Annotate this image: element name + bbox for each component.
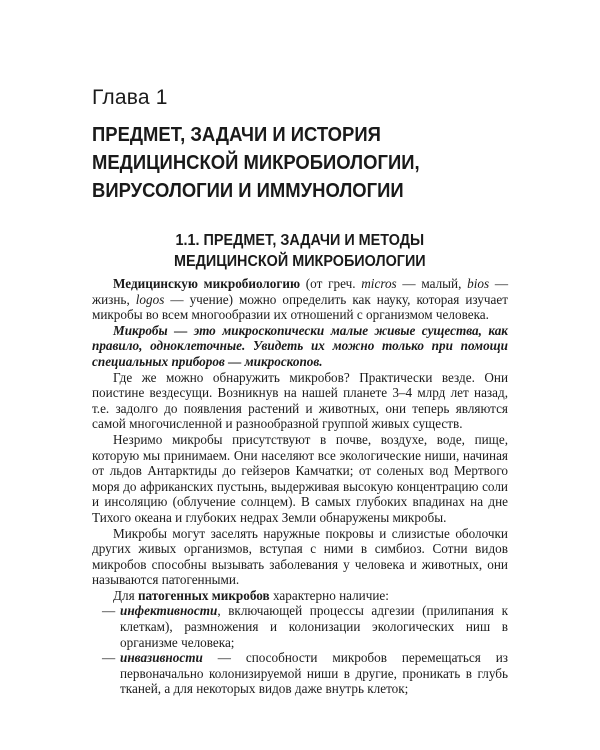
feature-list (92, 603, 508, 697)
greek-word: logos (135, 291, 165, 307)
body-text (92, 276, 508, 697)
list-item (92, 603, 508, 650)
list-item-term: инвазивности (120, 650, 203, 666)
list-dash: — (102, 603, 116, 619)
chapter-title-line: ВИРУСОЛОГИИ И ИММУНОЛОГИИ (92, 179, 404, 202)
chapter-label: Глава 1 (92, 86, 168, 109)
section-title (92, 230, 508, 272)
text-run: — жизнь, (92, 276, 509, 307)
paragraph-definition (92, 276, 508, 323)
text-run: — учение) можно определить как науку, которая изучает микробы во всем многообразии их отношений с организмом человека. (92, 291, 508, 323)
paragraph-habitats: Незримо микробы присутствуют в почве, воздухе, воде, пище, которую мы принимаем. Они населяют все экологические ниши, начиная от льдов Антарктиды до гейзеров Камчатки; от соленых вод Мертвого моря до африканских пустынь, выдерживая высокую концентрацию соли и инсоляцию (облучение солнцем). В самых глубоких впадинах на дне Тихого океана и глубоких недрах Земли обнаружены микробы. (92, 431, 508, 525)
text-run: — малый, (396, 276, 468, 291)
section-title-line: 1.1. ПРЕДМЕТ, ЗАДАЧИ И МЕТОДЫ (175, 232, 425, 249)
paragraph-microbes-definition: Микробы — это микроскопически малые живые существа, как правило, одноклеточные. Увидеть их можно только при помощи специальных приборов — микроскопов. (92, 322, 508, 369)
text-run: характерно наличие: (269, 587, 389, 603)
paragraph-pathogen-features (92, 588, 508, 604)
paragraph-where: Где же можно обнаружить микробов? Практически везде. Они поистине вездесущи. Возникнув на нашей планете 3–4 млрд лет назад, т.е. задолго до появления растений и животных, они теперь являются самой многочисленной и разнообразной группой живых существ. (92, 369, 508, 432)
list-item-term: инфективности (120, 603, 218, 619)
chapter-title-line: ПРЕДМЕТ, ЗАДАЧИ И ИСТОРИЯ (92, 123, 381, 146)
list-item (92, 650, 508, 697)
greek-word: micros (361, 276, 397, 291)
list-item-text: , включающей процессы адгезии (прилипания к клеткам), размножения и колонизации экологических ниш в организме человека; (120, 603, 508, 650)
term-medical-microbiology: Медицинскую микробиологию (113, 276, 301, 291)
term-pathogenic-microbes: патогенных микробов (137, 587, 270, 603)
paragraph-pathogenic: Микробы могут заселять наружные покровы и слизистые оболочки других живых организмов, вступая с ними в симбиоз. Сотни видов микробов способны вызывать заболевания у человека и животных, они называются патогенными. (92, 525, 508, 588)
text-run: (от греч. (300, 276, 362, 291)
section-title-line: МЕДИЦИНСКОЙ МИКРОБИОЛОГИИ (174, 253, 426, 270)
chapter-title (92, 121, 488, 205)
chapter-title-line: МЕДИЦИНСКОЙ МИКРОБИОЛОГИИ, (92, 151, 420, 174)
list-dash: — (102, 650, 116, 666)
greek-word: bios (467, 276, 490, 291)
text-run: Для (113, 587, 138, 603)
list-item-text: — способности микробов перемещаться из первоначально колонизируемой ниши в другие, проникать в глубь тканей, а для некоторых видов даже внутрь клеток; (120, 650, 508, 697)
